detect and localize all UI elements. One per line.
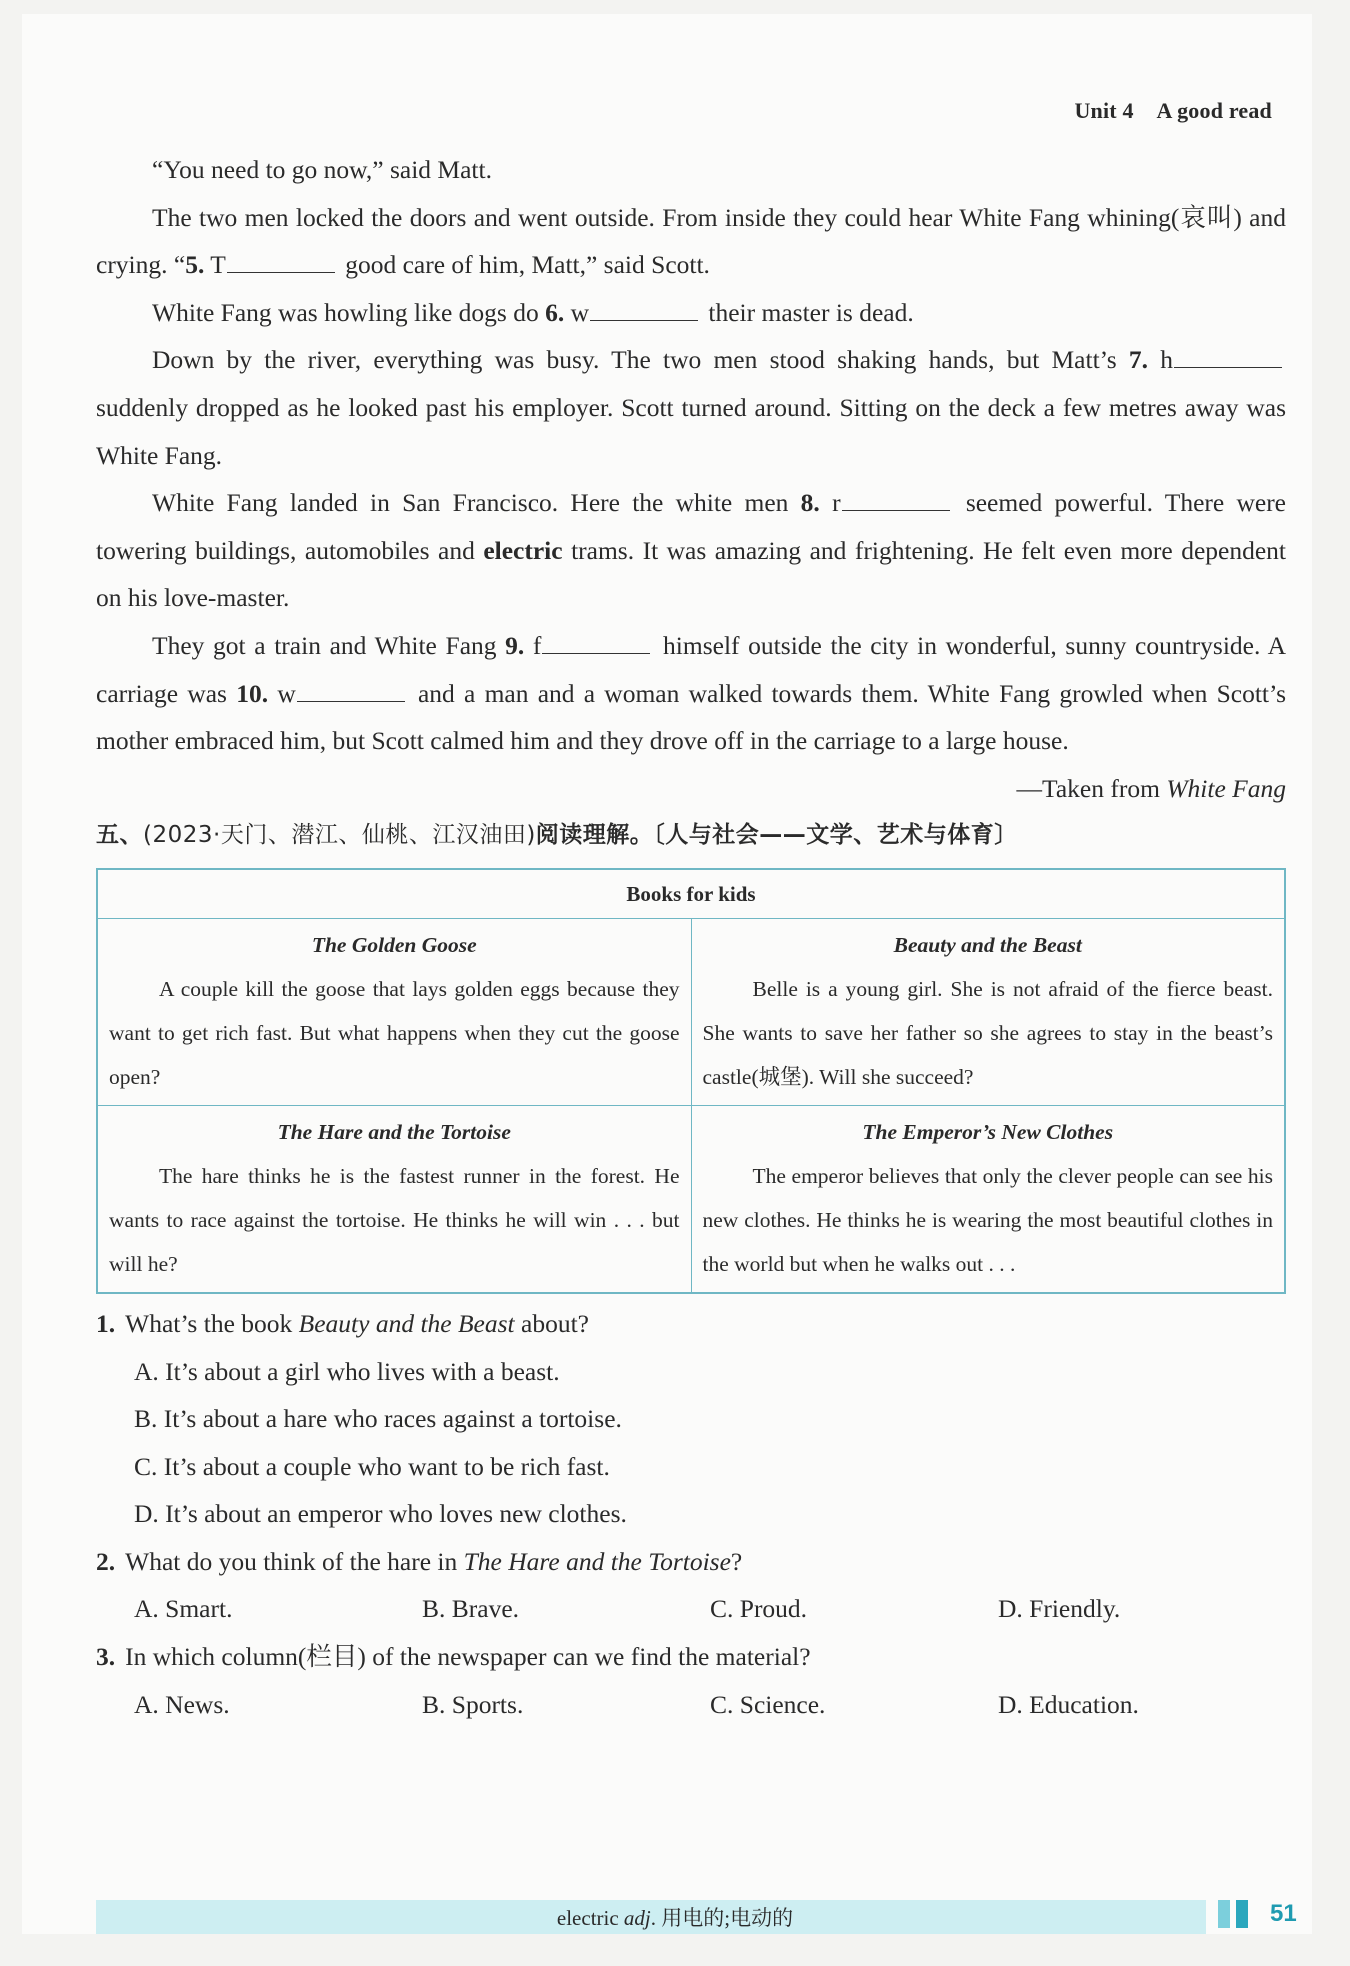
answer-option[interactable]: D. It’s about an emperor who loves new clothes.: [134, 1499, 627, 1529]
book-title: The Golden Goose: [311, 932, 477, 957]
section-source: (2023·天门、潜江、仙桃、江汉油田): [143, 822, 536, 849]
answer-option[interactable]: A. News.: [134, 1689, 230, 1719]
question-text: ?: [730, 1546, 743, 1576]
question: [96, 1300, 1286, 1348]
book-title: The Emperor’s New Clothes: [862, 1119, 1114, 1144]
main-content: [96, 146, 1286, 1728]
passage-paragraph: [96, 479, 1286, 622]
answer-blank[interactable]: [842, 488, 950, 511]
answer-option[interactable]: A. Smart.: [134, 1594, 233, 1624]
question: [96, 1538, 1286, 1586]
footer-mark: [1236, 1900, 1248, 1928]
passage-paragraph: [96, 146, 1286, 194]
book-cell: [691, 1105, 1285, 1293]
question-text: about?: [514, 1308, 589, 1338]
unit-label: Unit 4: [1074, 98, 1134, 123]
paragraph-text: seemed powerful. There were towering buildings, automobiles and: [96, 488, 1287, 565]
book-description: The hare thinks he is the fastest runner in the forest. He wants to race against the tortoise. He thinks he will win . . . but will he?: [109, 1163, 680, 1276]
footer-pos: adj: [623, 1906, 651, 1930]
book-cell: [691, 918, 1285, 1105]
question-text: What do you think of the hare in: [125, 1546, 464, 1576]
question-italic: Beauty and the Beast: [298, 1308, 515, 1338]
blank-number: 10.: [236, 678, 269, 708]
blank-letter: T: [210, 250, 226, 280]
passage-paragraph: [96, 289, 1286, 337]
source-prefix: —Taken from: [1016, 773, 1167, 803]
paragraph-text: Down by the river, everything was busy. The two men stood shaking hands, but Matt’s: [152, 345, 1129, 375]
answer-option[interactable]: D. Friendly.: [998, 1594, 1121, 1624]
options-row: [134, 1585, 1286, 1633]
blank-letter: h: [1160, 345, 1173, 375]
section-title: 阅读理解。〔人与社会——文学、艺术与体育〕: [535, 822, 1018, 849]
paragraph-text: trams. It was amazing and frightening. He felt even more dependent on his love-master.: [96, 535, 1286, 613]
answer-blank[interactable]: [1174, 345, 1282, 368]
footer-decoration: [1218, 1900, 1254, 1933]
answer-blank[interactable]: [297, 679, 405, 702]
table-heading: Books for kids: [97, 869, 1285, 919]
paragraph-text: himself outside the city in wonderful, sunny countryside. A carriage was: [96, 630, 1286, 708]
answer-option[interactable]: C. Science.: [710, 1689, 826, 1719]
passage-paragraph: [96, 622, 1286, 765]
question-number: 1.: [96, 1308, 116, 1338]
question-text: What’s the book: [125, 1308, 299, 1338]
paragraph-text: White Fang was howling like dogs do: [152, 297, 546, 327]
answer-option[interactable]: B. Sports.: [422, 1689, 524, 1719]
blank-letter: w: [277, 678, 296, 708]
paragraph-text: suddenly dropped as he looked past his employer. Scott turned around. Sitting on the deck a few metres away was White Fang.: [96, 392, 1286, 470]
passage-paragraph: [96, 336, 1286, 479]
book-cell: [97, 1105, 691, 1293]
book-title: The Hare and the Tortoise: [277, 1119, 511, 1144]
question-italic: The Hare and the Tortoise: [463, 1546, 731, 1576]
answer-option[interactable]: D. Education.: [998, 1689, 1139, 1719]
answer-blank[interactable]: [542, 631, 650, 654]
blank-number: 5.: [185, 250, 205, 280]
footer-meaning: . 用电的;电动的: [650, 1906, 794, 1930]
passage-source: [96, 765, 1286, 813]
blank-number: 9.: [505, 630, 525, 660]
blank-letter: r: [832, 488, 841, 518]
book-title: Beauty and the Beast: [893, 932, 1082, 957]
unit-title: A good read: [1156, 98, 1272, 123]
blank-letter: w: [570, 297, 590, 327]
page-header: [1074, 98, 1272, 124]
answer-option[interactable]: A. It’s about a girl who lives with a beast.: [134, 1356, 560, 1386]
paragraph-text: The two men locked the doors and went outside. From inside they could hear White Fang whining(哀叫) and crying. “: [96, 202, 1286, 280]
footer-word: electric: [556, 1906, 624, 1930]
answer-blank[interactable]: [227, 250, 335, 273]
options-row: [134, 1681, 1286, 1729]
answer-option[interactable]: B. It’s about a hare who races against a tortoise.: [134, 1404, 622, 1434]
blank-number: 6.: [545, 297, 565, 327]
paragraph-text: and a man and a woman walked towards them. White Fang growled when Scott’s mother embraced him, but Scott calmed him and they drove off in the carriage to a large house.: [96, 678, 1287, 756]
section-number: 五、: [96, 822, 143, 849]
paragraph-text: “You need to go now,” said Matt.: [152, 155, 492, 184]
footer-vocab-note: [22, 1902, 1312, 1932]
book-description: A couple kill the goose that lays golden eggs because they want to get rich fast. But what happens when they cut the goose open?: [109, 976, 680, 1089]
answer-option[interactable]: B. Brave.: [422, 1594, 520, 1624]
footer-mark: [1218, 1900, 1230, 1928]
books-table: [96, 868, 1286, 1294]
book-description: The emperor believes that only the clever people can see his new clothes. He thinks he is wearing the most beautiful clothes in the world but when he walks out . . .: [702, 1163, 1273, 1276]
book-cell: [97, 918, 691, 1105]
paragraph-text: good care of him, Matt,” said Scott.: [338, 250, 710, 280]
answer-option[interactable]: C. Proud.: [710, 1594, 808, 1624]
section-heading: [96, 812, 1286, 860]
blank-number: 8.: [800, 488, 820, 518]
blank-number: 7.: [1128, 345, 1149, 375]
question: [96, 1633, 1286, 1681]
source-title: White Fang: [1166, 773, 1286, 803]
passage-paragraph: [96, 194, 1286, 289]
answer-blank[interactable]: [590, 298, 698, 321]
answer-option[interactable]: C. It’s about a couple who want to be rich fast.: [134, 1451, 610, 1481]
vocab-word: electric: [483, 535, 563, 565]
blank-letter: f: [532, 630, 542, 660]
book-description: Belle is a young girl. She is not afraid of the fierce beast. She wants to save her father so she agrees to stay in the beast’s castle(城堡). Will she succeed?: [702, 976, 1273, 1089]
page-number: 51: [1270, 1900, 1297, 1927]
question-number: 2.: [96, 1546, 116, 1576]
question-text: In which column(栏目) of the newspaper can we find the material?: [125, 1642, 811, 1672]
paragraph-text: their master is dead.: [702, 297, 914, 327]
paragraph-text: They got a train and White Fang: [152, 630, 506, 660]
paragraph-text: White Fang landed in San Francisco. Here the white men: [152, 488, 801, 518]
workbook-page: [22, 14, 1312, 1934]
question-number: 3.: [96, 1642, 116, 1672]
